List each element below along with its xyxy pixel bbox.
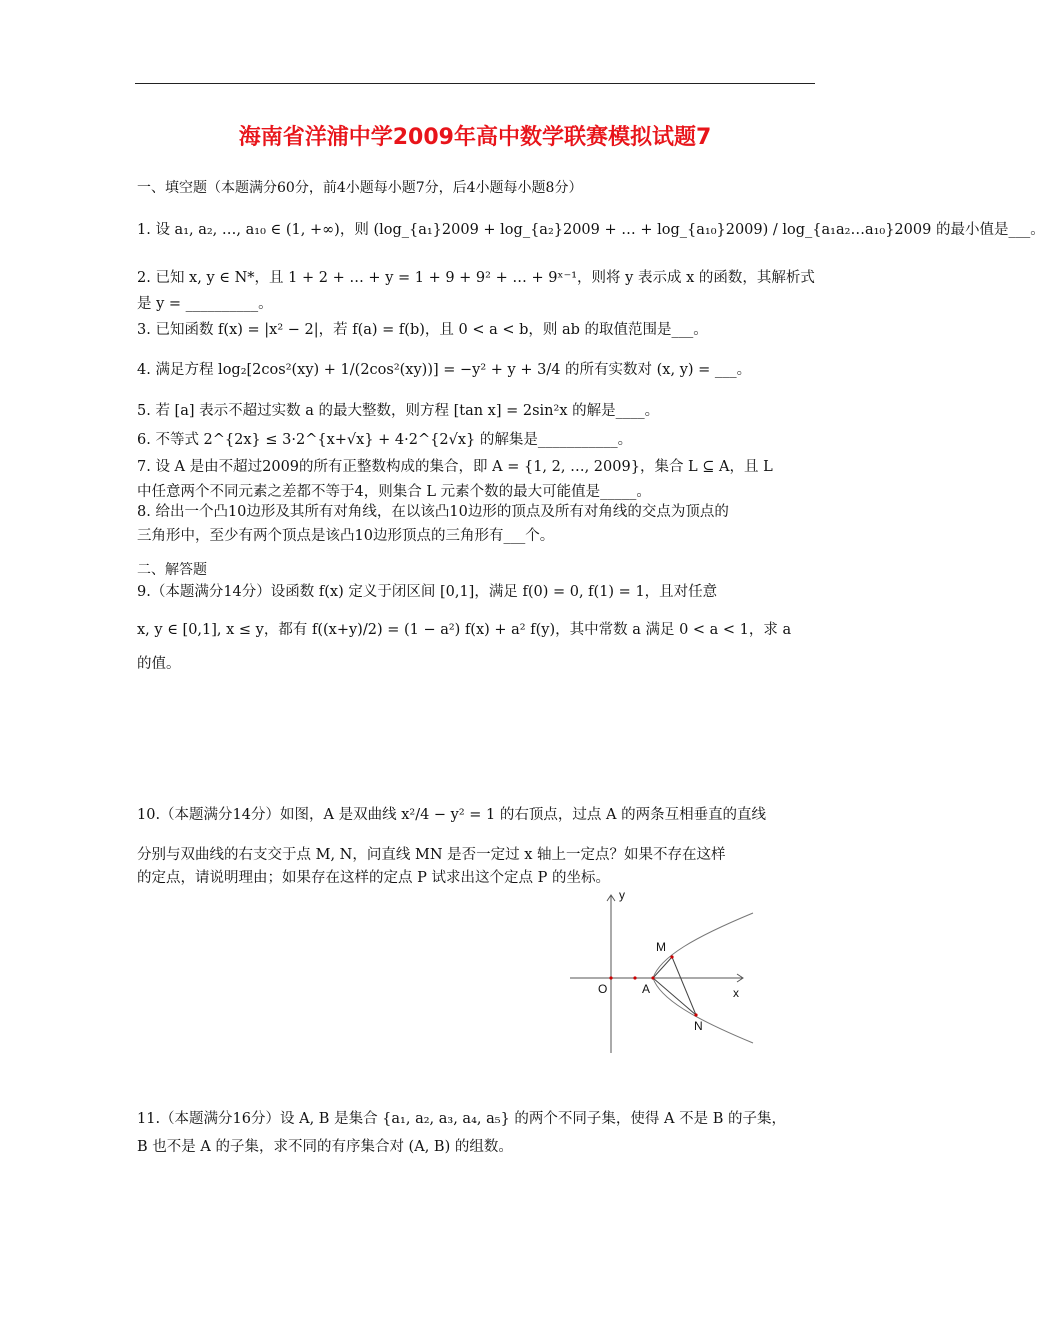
point-a bbox=[651, 976, 654, 979]
label-o: O bbox=[598, 982, 608, 996]
question-10-end: 的定点，请说明理由；如果存在这样的定点 P 试求出这个定点 P 的坐标。 bbox=[137, 870, 610, 886]
question-4: 4. 满足方程 log₂[2cos²(xy) + 1/(2cos²(xy))] = −y² + y + 3/4 的所有实数对 (x, y) = ___。 bbox=[137, 362, 752, 378]
point-m bbox=[670, 955, 673, 958]
question-9-end: 的值。 bbox=[137, 656, 181, 672]
section-heading-answer: 二、解答题 bbox=[137, 562, 207, 578]
hyperbola-figure bbox=[565, 885, 765, 1060]
question-2: 2. 已知 x, y ∈ N*，且 1 + 2 + … + y = 1 + 9 + 9² + … + 9ˣ⁻¹，则将 y 表示成 x 的函数，其解析式 bbox=[137, 270, 815, 286]
question-7: 7. 设 A 是由不超过2009的所有正整数构成的集合，即 A = {1, 2, …, 2009}，集合 L ⊆ A，且 L bbox=[137, 459, 773, 475]
question-8-cont: 三角形中，至少有两个顶点是该凸10边形顶点的三角形有___个。 bbox=[137, 528, 555, 544]
line-am bbox=[653, 957, 672, 978]
question-10-cont: 分别与双曲线的右支交于点 M, N，问直线 MN 是否一定过 x 轴上一定点？如果不存在这样 bbox=[137, 847, 726, 863]
line-mn bbox=[672, 957, 696, 1015]
section-heading-fill-in: 一、填空题（本题满分60分，前4小题每小题7分，后4小题每小题8分） bbox=[137, 180, 583, 196]
label-a: A bbox=[642, 982, 651, 996]
question-7-cont: 中任意两个不同元素之差都不等于4，则集合 L 元素个数的最大可能值是_____。 bbox=[137, 484, 651, 500]
label-n: N bbox=[694, 1019, 703, 1033]
label-m: M bbox=[656, 940, 666, 954]
question-9: 9.（本题满分14分）设函数 f(x) 定义于闭区间 [0,1]，满足 f(0) = 0, f(1) = 1，且对任意 bbox=[137, 584, 718, 600]
question-3: 3. 已知函数 f(x) = |x² − 2|，若 f(a) = f(b)，且 0 < a < b，则 ab 的取值范围是___。 bbox=[137, 322, 708, 338]
question-2-cont: 是 y = __________。 bbox=[137, 296, 273, 312]
label-y: y bbox=[619, 888, 625, 902]
question-1: 1. 设 a₁, a₂, …, a₁₀ ∈ (1, +∞)，则 (log_{a₁}2009 + log_{a₂}2009 + … + log_{a₁₀}2009) / log_{a₁a₂…a₁₀}2009 的最小值是___。 bbox=[137, 222, 1045, 238]
question-11: 11.（本题满分16分）设 A, B 是集合 {a₁, a₂, a₃, a₄, a₅} 的两个不同子集，使得 A 不是 B 的子集， bbox=[137, 1111, 786, 1127]
question-10: 10.（本题满分14分）如图，A 是双曲线 x²/4 − y² = 1 的右顶点，过点 A 的两条互相垂直的直线 bbox=[137, 807, 767, 823]
line-an bbox=[653, 978, 696, 1015]
question-11-cont: B 也不是 A 的子集，求不同的有序集合对 (A, B) 的组数。 bbox=[137, 1139, 513, 1155]
question-5: 5. 若 [a] 表示不超过实数 a 的最大整数，则方程 [tan x] = 2sin²x 的解是____。 bbox=[137, 403, 660, 419]
point-origin bbox=[609, 976, 612, 979]
point-n bbox=[694, 1013, 697, 1016]
question-8: 8. 给出一个凸10边形及其所有对角线，在以该凸10边形的顶点及所有对角线的交点为顶点的 bbox=[137, 504, 729, 520]
question-9-cont: x, y ∈ [0,1], x ≤ y，都有 f((x+y)/2) = (1 − a²) f(x) + a² f(y)，其中常数 a 满足 0 < a < 1，求 a bbox=[137, 622, 792, 638]
top-rule bbox=[135, 83, 815, 84]
question-6: 6. 不等式 2^{2x} ≤ 3·2^{x+√x} + 4·2^{2√x} 的解集是___________。 bbox=[137, 432, 633, 448]
page-title: 海南省洋浦中学2009年高中数学联赛模拟试题7 bbox=[238, 125, 712, 150]
point-mid bbox=[633, 976, 636, 979]
label-x: x bbox=[733, 986, 739, 1000]
